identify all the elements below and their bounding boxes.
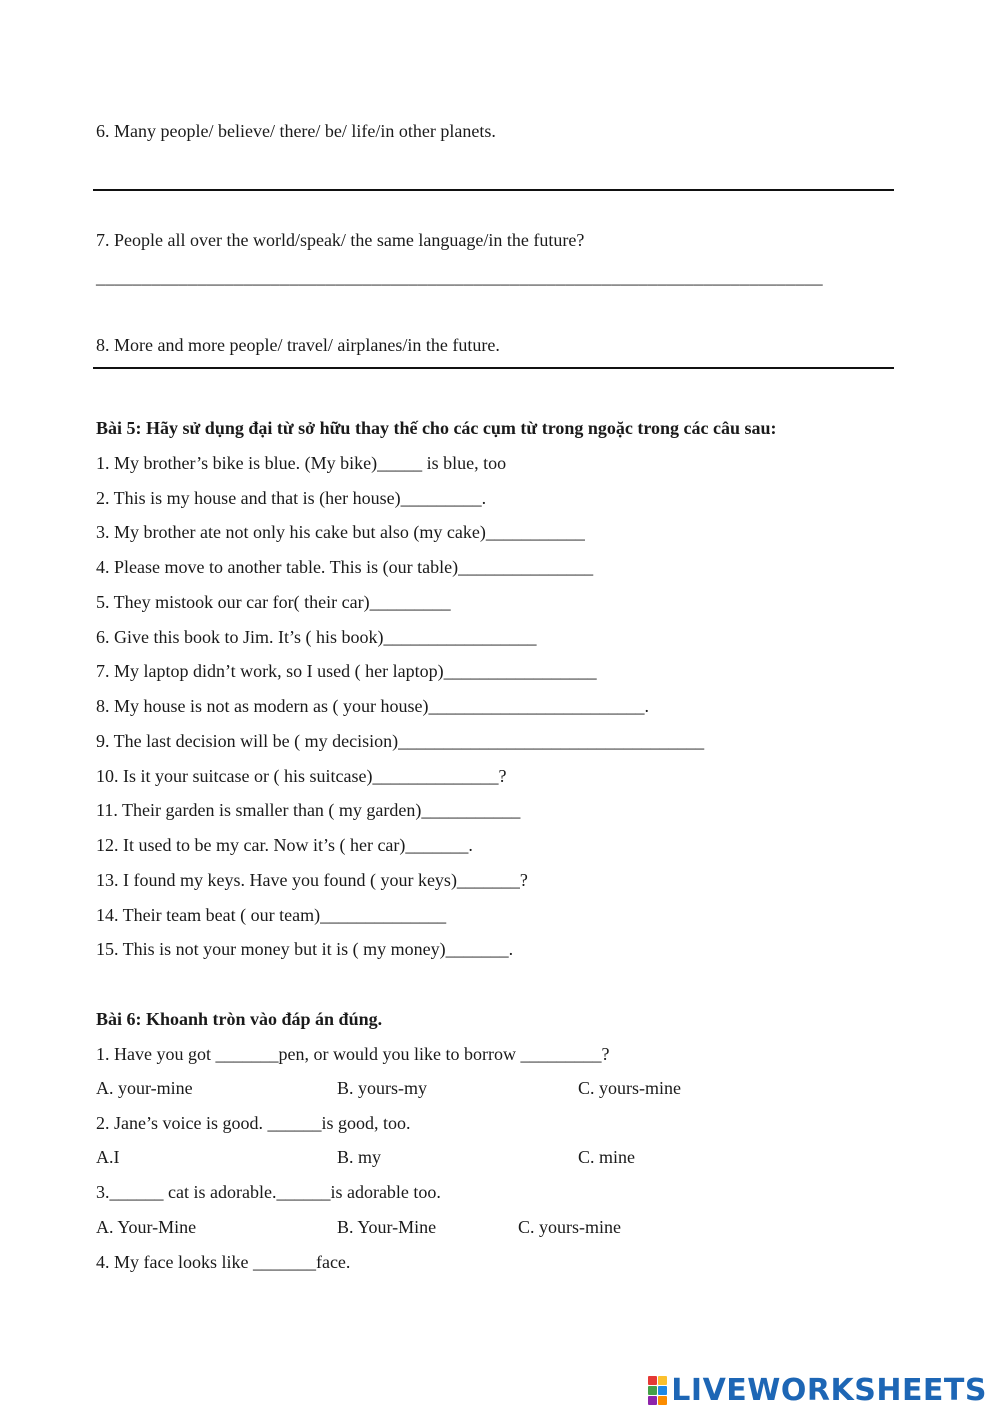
- ex5-item: 6. Give this book to Jim. It’s ( his book)_________________: [96, 627, 537, 647]
- ex5-item: 3. My brother ate not only his cake but also (my cake)___________: [96, 522, 585, 542]
- ex5-item: 2. This is my house and that is (her house)_________.: [96, 488, 487, 508]
- ex6-question-4: 4. My face looks like _______face.: [96, 1252, 351, 1272]
- ex5-item: 14. Their team beat ( our team)______________: [96, 905, 447, 925]
- ex6-question-3: 3.______ cat is adorable.______is adorable too.: [96, 1182, 441, 1202]
- option-b[interactable]: B. my: [337, 1147, 382, 1167]
- ex6-question-2: 2. Jane’s voice is good. ______is good, too.: [96, 1113, 411, 1133]
- ex5-title: Bài 5: Hãy sử dụng đại từ sở hữu thay thế cho các cụm từ trong ngoặc trong các câu sau:: [96, 418, 777, 438]
- ex5-item: 10. Is it your suitcase or ( his suitcase)______________?: [96, 766, 507, 786]
- ex5-item: 1. My brother’s bike is blue. (My bike)_____ is blue, too: [96, 453, 507, 473]
- ex4-item-8: 8. More and more people/ travel/ airplanes/in the future.: [96, 335, 500, 355]
- ex5-item: 15. This is not your money but it is ( my money)_______.: [96, 939, 514, 959]
- answer-line: [93, 367, 894, 369]
- ex5-item: 4. Please move to another table. This is (our table)_______________: [96, 557, 594, 577]
- ex4-item-6: 6. Many people/ believe/ there/ be/ life/in other planets.: [96, 121, 496, 141]
- logo-tile: [648, 1376, 657, 1385]
- answer-line: [93, 189, 894, 191]
- option-c[interactable]: C. mine: [578, 1147, 635, 1167]
- answer-blank-line: _______________________________________________________________________________: [96, 267, 823, 287]
- ex6-question-1: 1. Have you got _______pen, or would you like to borrow _________?: [96, 1044, 610, 1064]
- logo-mark-icon: [648, 1376, 667, 1405]
- logo-text: LIVEWORKSHEETS: [671, 1372, 987, 1408]
- option-a[interactable]: A. Your-Mine: [96, 1217, 197, 1237]
- option-c[interactable]: C. yours-mine: [518, 1217, 621, 1237]
- liveworksheets-logo: [648, 1372, 987, 1408]
- ex5-item: 13. I found my keys. Have you found ( your keys)_______?: [96, 870, 528, 890]
- logo-tile: [658, 1386, 667, 1395]
- logo-tile: [658, 1396, 667, 1405]
- ex5-item: 8. My house is not as modern as ( your house)________________________.: [96, 696, 649, 716]
- logo-tile: [648, 1386, 657, 1395]
- ex5-item: 12. It used to be my car. Now it’s ( her car)_______.: [96, 835, 473, 855]
- ex5-item: 7. My laptop didn’t work, so I used ( her laptop)_________________: [96, 661, 597, 681]
- option-c[interactable]: C. yours-mine: [578, 1078, 681, 1098]
- ex4-item-7: 7. People all over the world/speak/ the same language/in the future?: [96, 230, 585, 250]
- ex5-item: 5. They mistook our car for( their car)_________: [96, 592, 451, 612]
- option-a[interactable]: A.I: [96, 1147, 120, 1167]
- ex5-item: 9. The last decision will be ( my decision)__________________________________: [96, 731, 705, 751]
- option-b[interactable]: B. Your-Mine: [337, 1217, 437, 1237]
- logo-tile: [648, 1396, 657, 1405]
- option-a[interactable]: A. your-mine: [96, 1078, 193, 1098]
- logo-tile: [658, 1376, 667, 1385]
- ex5-item: 11. Their garden is smaller than ( my garden)___________: [96, 800, 521, 820]
- ex6-title: Bài 6: Khoanh tròn vào đáp án đúng.: [96, 1009, 383, 1029]
- option-b[interactable]: B. yours-my: [337, 1078, 427, 1098]
